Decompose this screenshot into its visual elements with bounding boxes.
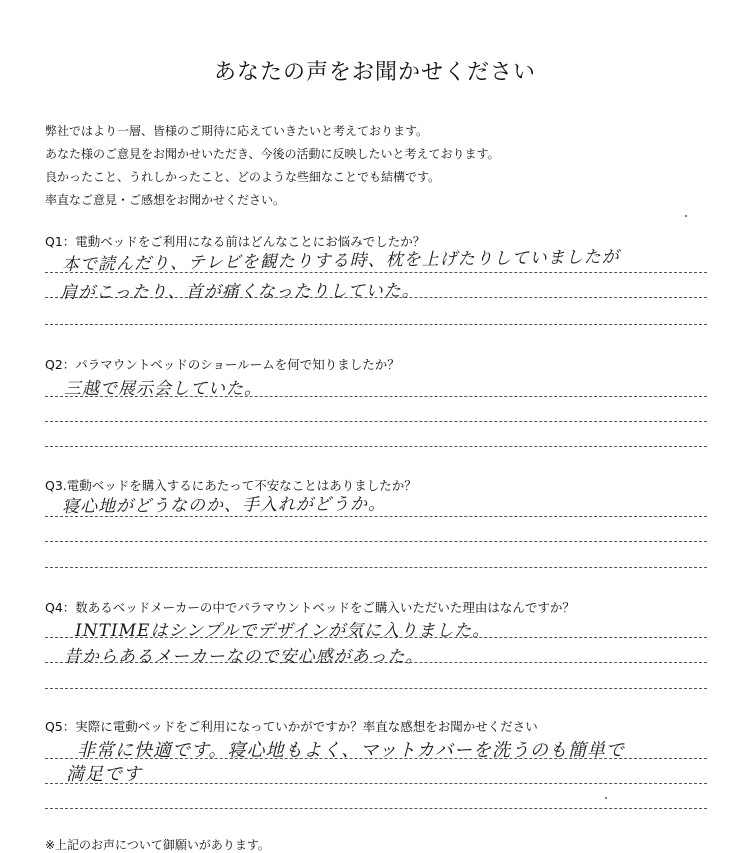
handwritten-answer: 満足です xyxy=(66,764,142,785)
handwritten-answer: INTIMEはシンプルでデザインが気に入りました。 xyxy=(75,621,491,641)
handwritten-answer: 昔からあるメーカーなので安心感があった。 xyxy=(64,647,424,667)
page-title: あなたの声をお聞かせください xyxy=(213,60,536,85)
question-2-label: Q2：パラマウントベッドのショールームを何で知りましたか？ xyxy=(45,357,400,372)
scan-speck xyxy=(685,215,687,217)
handwritten-answer: 肩がこったり、首が痛くなったりしていた。 xyxy=(59,281,420,303)
answer-line xyxy=(45,541,707,542)
answer-line xyxy=(45,808,707,809)
answer-line xyxy=(45,421,707,422)
question-1-label: Q1：電動ベッドをご利用になる前はどんなことにお悩みでしたか？ xyxy=(45,234,426,249)
answer-line xyxy=(45,567,707,568)
intro-line: 弊社ではより一層、皆様のご期待に応えていきたいと考えております。 xyxy=(45,124,429,138)
intro-line: 良かったこと、うれしかったこと、どのような些細なことでも結構です。 xyxy=(45,170,441,184)
question-4-label: Q4：数あるベッドメーカーの中でパラマウントベッドをご購入いただいた理由はなんですか？ xyxy=(45,600,575,615)
intro-text xyxy=(45,120,500,212)
answer-line xyxy=(45,688,707,689)
scan-speck xyxy=(605,797,607,799)
intro-line: あなた様のご意見をお聞かせいただき、今後の活動に反映したいと考えております。 xyxy=(45,147,500,161)
question-5-label: Q5：実際に電動ベッドをご利用になっていかがですか？率直な感想をお聞かせください xyxy=(45,719,538,734)
handwritten-answer: 寝心地がどうなのか、手入れがどうか。 xyxy=(61,494,387,517)
handwritten-answer: 非常に快適です。寝心地もよく、マットカバーを洗うのも簡単で xyxy=(77,740,625,761)
answer-line xyxy=(45,446,707,447)
handwritten-answer: 本で読んだり、テレビを観たりする時、枕を上げたりしていましたが xyxy=(61,247,620,275)
handwritten-answer: 三越で展示会していた。 xyxy=(64,379,262,399)
answer-line xyxy=(45,783,707,784)
intro-line: 率直なご意見・ご感想をお聞かせください。 xyxy=(45,193,286,207)
question-3-label: Q3.電動ベッドを購入するにあたって不安なことはありましたか？ xyxy=(45,478,417,493)
footer-note: ※上記のお声について御願いがあります。 xyxy=(45,838,270,852)
answer-line xyxy=(45,324,707,325)
